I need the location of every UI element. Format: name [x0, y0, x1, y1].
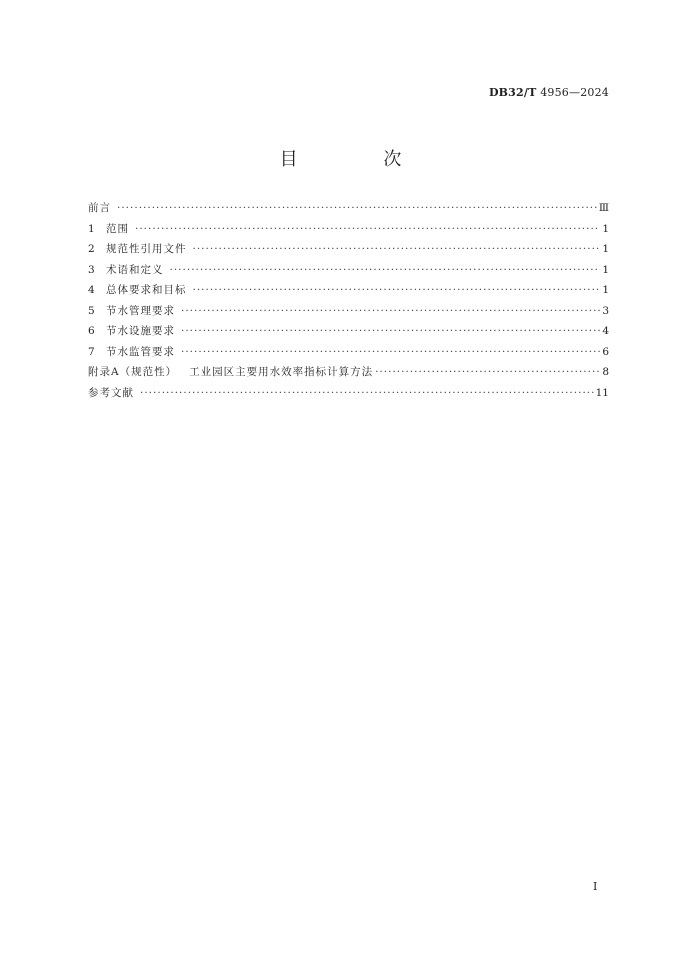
standard-code [489, 86, 609, 99]
toc-item-label: 规范性引用文件 [106, 243, 187, 255]
toc-item-page: Ⅲ [598, 202, 609, 214]
toc-item-supervision-requirements[interactable] [88, 344, 609, 365]
toc-leader-dots [181, 346, 600, 358]
toc-item-bibliography[interactable] [88, 385, 609, 406]
toc-item-page: 1 [602, 243, 609, 255]
toc-item-label: 术语和定义 [106, 263, 164, 276]
page-title: 目 次 [279, 149, 442, 170]
toc-item-number: 4 [88, 284, 95, 296]
toc-item-management-requirements[interactable] [88, 303, 609, 324]
toc-item-number: 5 [88, 304, 95, 317]
toc-item-appendix-a[interactable] [88, 364, 609, 385]
toc-item-subtitle: 工业园区主要用水效率指标计算方法 [189, 366, 374, 378]
standard-code-prefix: DB32/T [488, 86, 537, 99]
toc-item-label: 节水监管要求 [106, 345, 175, 358]
toc-leader-dots [140, 387, 594, 399]
toc-item-page: 6 [602, 345, 609, 358]
toc-item-normative-references[interactable] [88, 241, 609, 262]
toc-leader-dots [193, 284, 601, 296]
toc-item-foreword[interactable] [88, 200, 609, 221]
toc-item-label: 前言 [88, 202, 111, 214]
toc-item-number: 7 [88, 345, 95, 358]
toc-item-page: 11 [595, 386, 609, 399]
toc-item-number: 6 [88, 325, 95, 337]
standard-code-number: 4956—2024 [540, 86, 609, 99]
toc-item-number: 1 [88, 222, 95, 235]
page-number: Ⅰ [593, 880, 598, 893]
toc-leader-dots [375, 366, 600, 378]
toc-item-general-requirements[interactable] [88, 282, 609, 303]
toc-item-label: 节水管理要求 [106, 304, 175, 317]
toc-leader-dots [181, 325, 600, 337]
toc-leader-dots [135, 223, 600, 235]
toc-leader-dots [181, 305, 600, 317]
toc-leader-dots [170, 264, 601, 276]
toc-item-facility-requirements[interactable] [88, 323, 609, 344]
toc-item-number: 2 [88, 243, 95, 255]
toc-item-label: 总体要求和目标 [106, 284, 187, 296]
table-of-contents [88, 200, 609, 405]
toc-item-label: 附录A（规范性） [88, 366, 178, 378]
toc-leader-dots [117, 202, 597, 214]
toc-item-terms-definitions[interactable] [88, 262, 609, 283]
toc-item-page: 8 [602, 366, 609, 378]
toc-item-label: 参考文献 [88, 386, 134, 399]
toc-item-page: 1 [602, 284, 609, 296]
toc-item-page: 1 [602, 263, 609, 276]
toc-leader-dots [193, 243, 601, 255]
toc-item-number: 3 [88, 263, 95, 276]
toc-item-page: 3 [602, 304, 609, 317]
toc-item-label: 节水设施要求 [106, 325, 175, 337]
toc-item-page: 4 [602, 325, 609, 337]
toc-item-scope[interactable] [88, 221, 609, 242]
toc-item-page: 1 [602, 222, 609, 235]
toc-item-label: 范围 [106, 222, 129, 235]
